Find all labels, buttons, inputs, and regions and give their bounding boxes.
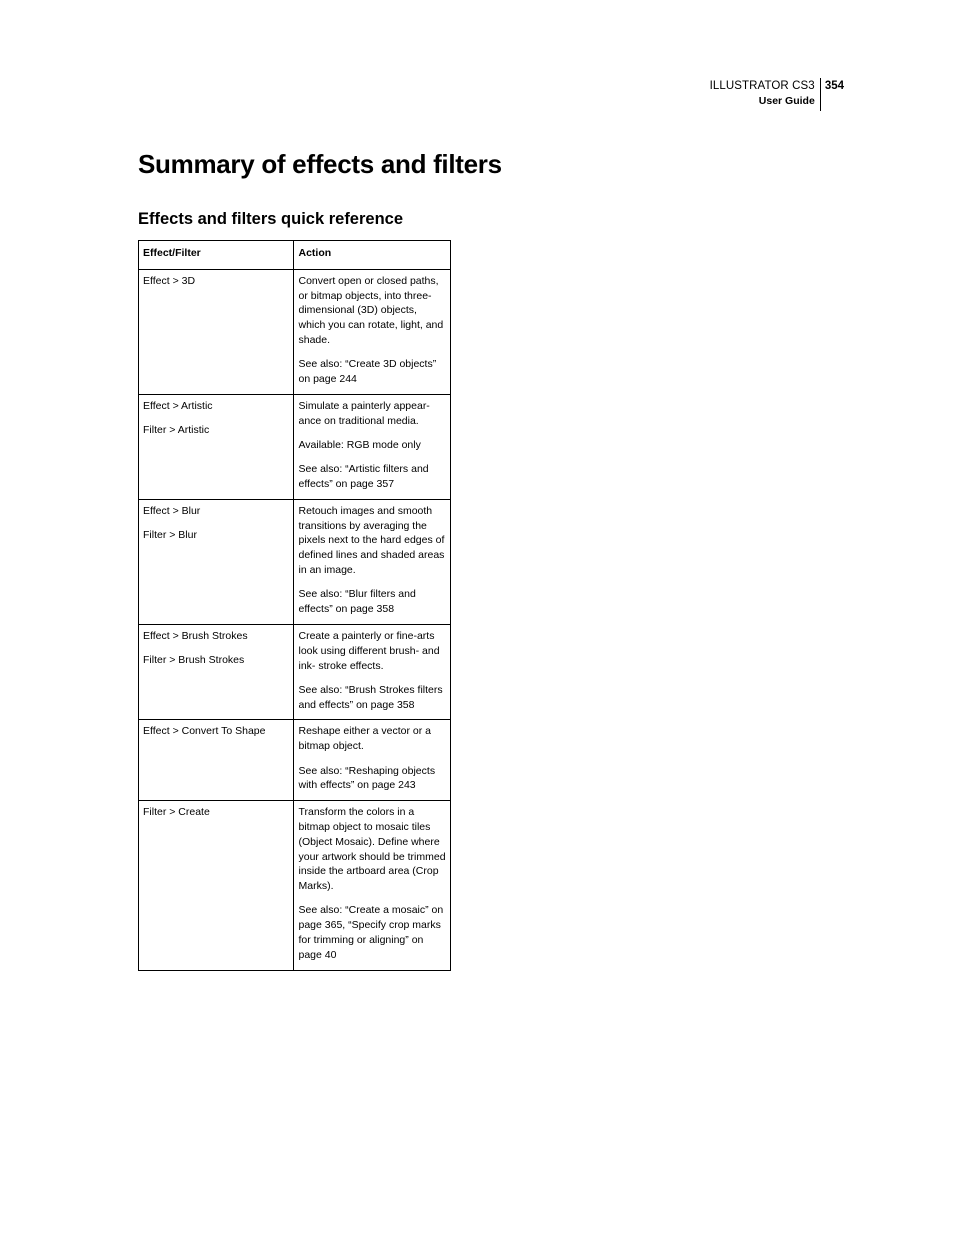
guide-name: User Guide — [758, 95, 815, 107]
page-title: Summary of effects and filters — [138, 149, 502, 179]
column-header-effect-filter: Effect/Filter — [139, 241, 294, 270]
effect-cell — [139, 624, 294, 719]
action-cell — [294, 269, 451, 394]
availability-text: Available: RGB mode only — [298, 438, 421, 451]
filter-name: Filter > Create — [143, 806, 210, 819]
action-cell — [294, 624, 451, 719]
see-also-text: See also: “Create 3D objects” on page 244 — [298, 358, 437, 386]
see-also-text: See also: “Blur filters and effects” on page 358 — [298, 588, 416, 616]
page-number: 354 — [824, 80, 844, 92]
filter-name: Filter > Blur — [143, 529, 197, 542]
effect-name: Effect > Brush Strokes — [143, 629, 248, 642]
effect-name: Effect > Artistic — [143, 399, 213, 412]
table-row — [139, 394, 451, 499]
running-header — [710, 78, 844, 111]
effect-name: Effect > Blur — [143, 504, 201, 517]
see-also-text: See also: “Reshaping objects with effects” on page 243 — [298, 764, 436, 792]
table-header-row — [139, 241, 451, 270]
see-also-text: See also: “Brush Strokes filters and effects” on page 358 — [298, 683, 443, 711]
column-header-action: Action — [294, 241, 451, 270]
effect-name: Effect > Convert To Shape — [143, 725, 266, 738]
see-also-text: See also: “Create a mosaic” on page 365, “Specify crop marks for trimming or aligning” on page 40 — [298, 904, 444, 961]
action-text: Reshape either a vector or a bitmap object. — [298, 725, 431, 753]
table-row — [139, 801, 451, 970]
action-cell — [294, 801, 451, 970]
table-row — [139, 499, 451, 624]
section-heading: Effects and filters quick reference — [138, 210, 404, 228]
action-text: Transform the colors in a bitmap object to mosaic tiles (Object Mosaic). Define where your artwork should be trimmed inside the artboard area (Crop Marks). — [298, 806, 446, 893]
running-header-titles — [710, 78, 821, 111]
table-row — [139, 269, 451, 394]
effect-cell — [139, 720, 294, 801]
action-text: Simulate a painterly appear-ance on traditional media. — [298, 399, 430, 427]
filter-name: Filter > Artistic — [143, 424, 210, 437]
effect-cell — [139, 394, 294, 499]
action-text: Retouch images and smooth transitions by averaging the pixels next to the hard edges of defined lines and shaded areas in an image. — [298, 504, 445, 577]
action-text: Create a painterly or fine-arts look using different brush- and ink- stroke effects. — [298, 629, 440, 672]
see-also-text: See also: “Artistic filters and effects” on page 357 — [298, 463, 429, 491]
quick-reference-table — [138, 240, 451, 971]
action-cell — [294, 499, 451, 624]
action-text: Convert open or closed paths, or bitmap objects, into three-dimensional (3D) objects, which you can rotate, light, and shade. — [298, 274, 444, 346]
action-cell — [294, 394, 451, 499]
product-name: ILLUSTRATOR CS3 — [709, 80, 815, 92]
filter-name: Filter > Brush Strokes — [143, 654, 245, 667]
effect-name: Effect > 3D — [143, 274, 196, 287]
table-row — [139, 624, 451, 719]
effect-cell — [139, 499, 294, 624]
action-cell — [294, 720, 451, 801]
effect-cell — [139, 269, 294, 394]
effect-cell — [139, 801, 294, 970]
table-row — [139, 720, 451, 801]
